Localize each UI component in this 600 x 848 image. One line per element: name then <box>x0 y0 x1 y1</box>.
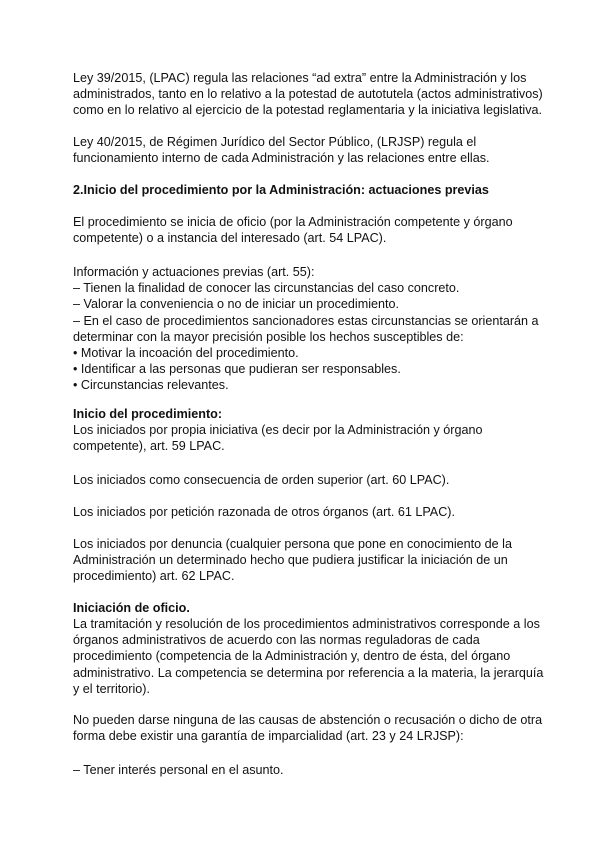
text-line: determinar con la mayor precisión posible los hechos susceptibles de: <box>73 329 464 344</box>
heading-text: Inicio del procedimiento: <box>73 407 223 421</box>
list-item: – Tener interés personal en el asunto. <box>73 763 284 777</box>
text-line: forma debe existir una garantía de imparcialidad (art. 23 y 24 LRJSP): <box>73 729 464 744</box>
text-line: Administración un determinado hecho que pudiera justificar la iniciación de un <box>73 553 508 568</box>
text-line: como en lo relativo al ejercicio de la potestad reglamentaria y la iniciativa legislativa. <box>73 103 543 118</box>
text-line: procedimiento) art. 62 LPAC. <box>73 569 235 584</box>
text-line: Los iniciados por petición razonada de otros órganos (art. 61 LPAC). <box>73 505 455 519</box>
paragraph-peticion-razonada <box>73 504 543 520</box>
paragraph-orden-superior <box>73 472 543 488</box>
paragraph-lrjsp <box>73 134 543 166</box>
inicio-procedimiento-heading <box>73 406 543 422</box>
iniciacion-oficio-heading <box>73 600 543 616</box>
paragraph-tramitacion <box>73 616 543 697</box>
text-line: Los iniciados como consecuencia de orden superior (art. 60 LPAC). <box>73 473 450 487</box>
text-line: Ley 39/2015, (LPAC) regula las relaciones “ad extra” entre la Administración y los <box>73 71 527 85</box>
paragraph-denuncia <box>73 536 543 585</box>
heading-text: 2.Inicio del procedimiento por la Administración: actuaciones previas <box>73 183 489 197</box>
list-item: – En el caso de procedimientos sancionadores estas circunstancias se orientarán a <box>73 313 539 328</box>
text-line: No pueden darse ninguna de las causas de abstención o recusación o dicho de otra <box>73 713 543 727</box>
text-line: La tramitación y resolución de los procedimientos administrativos corresponde a los <box>73 617 540 631</box>
list-item: – Tienen la finalidad de conocer las circunstancias del caso concreto. <box>73 281 460 296</box>
heading-text: Iniciación de oficio. <box>73 601 190 615</box>
section-2-heading <box>73 182 543 198</box>
text-line: Los iniciados por denuncia (cualquier persona que pone en conocimiento de la <box>73 537 512 551</box>
text-line: El procedimiento se inicia de oficio (por la Administración competente y órgano <box>73 215 513 229</box>
paragraph-abstencion <box>73 712 543 744</box>
list-item: – Valorar la conveniencia o no de iniciar un procedimiento. <box>73 297 399 312</box>
text-line: funcionamiento interno de cada Administración y las relaciones entre ellas. <box>73 151 490 166</box>
paragraph-lpac <box>73 70 543 119</box>
text-line: competente) o a instancia del interesado (art. 54 LPAC). <box>73 231 387 246</box>
actuaciones-previas-list <box>73 264 543 394</box>
text-line: y el territorio). <box>73 681 150 696</box>
list-item: • Identificar a las personas que pudieran ser responsables. <box>73 362 401 377</box>
list-item: • Circunstancias relevantes. <box>73 378 229 393</box>
text-line: administrados, tanto en lo relativo a la potestad de autotutela (actos administrativos) <box>73 87 543 102</box>
paragraph-propia-iniciativa <box>73 422 543 454</box>
text-line: Ley 40/2015, de Régimen Jurídico del Sector Público, (LRJSP) regula el <box>73 135 477 149</box>
list-item: • Motivar la incoación del procedimiento. <box>73 346 299 361</box>
text-line: órganos administrativos de acuerdo con las normas reguladoras de cada <box>73 633 480 648</box>
paragraph-inicio-oficio <box>73 214 543 246</box>
text-line: competente), art. 59 LPAC. <box>73 439 225 454</box>
list-item-interes-personal <box>73 762 543 778</box>
text-line: Los iniciados por propia iniciativa (es decir por la Administración y órgano <box>73 423 483 437</box>
text-line: administrativo. La competencia se determina por referencia a la materia, la jerarquía <box>73 665 544 680</box>
text-line: Información y actuaciones previas (art. 55): <box>73 265 315 279</box>
text-line: procedimiento (competencia de la Administración y, dentro de ésta, del órgano <box>73 649 511 664</box>
